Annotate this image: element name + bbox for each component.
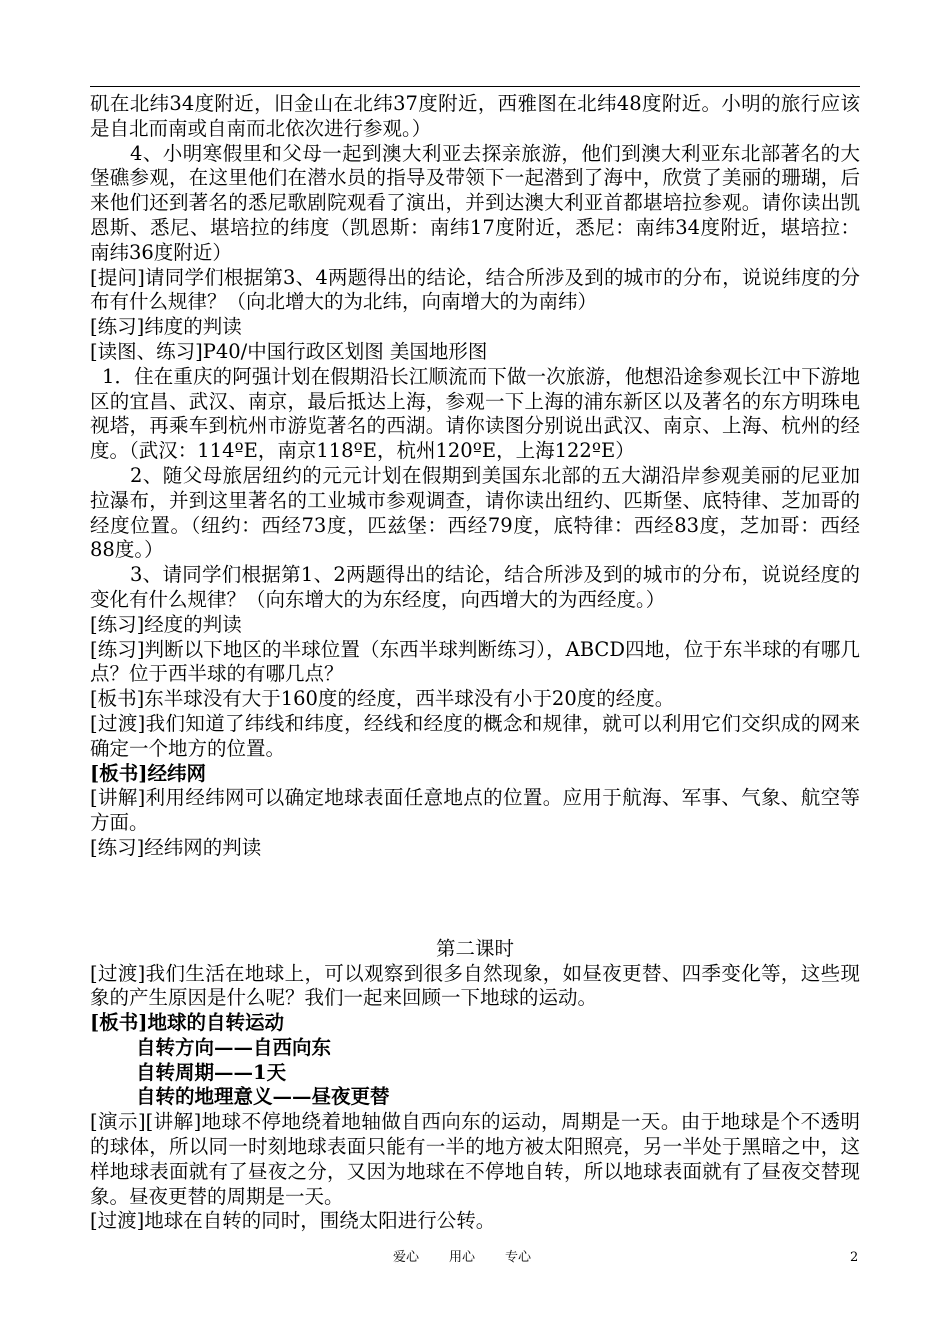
paragraph-p16	[90, 861, 860, 937]
paragraph-p19: [板书]地球的自转运动	[90, 1011, 284, 1035]
paragraph-p04: [练习]纬度的判读	[90, 315, 242, 339]
paragraph-p12: [过渡]我们知道了纬线和纬度，经线和经度的概念和规律，就可以利用它们交织成的网来确定一个地方的位置。	[90, 711, 860, 760]
footer-motto-1: 爱心	[393, 1250, 420, 1265]
paragraph-p20: 自转方向——自西向东	[136, 1035, 332, 1059]
paragraph-p08: 3、请同学们根据第1、2两题得出的结论，结合所涉及到的城市的分布，说说经度的变化有什么规律？（向东增大的为东经度，向西增大的为西经度。）	[90, 563, 860, 611]
paragraph-p24: [过渡]地球在自转的同时，围绕太阳进行公转。	[90, 1209, 496, 1233]
footer-motto-3: 专心	[505, 1250, 532, 1265]
paragraph-p09: [练习]经度的判读	[90, 612, 242, 636]
paragraph-p05: [读图、练习]P40/中国行政区划图 美国地形图	[90, 339, 488, 363]
paragraph-p14: [讲解]利用经纬网可以确定地球表面任意地点的位置。应用于航海、军事、气象、航空等方面。	[90, 786, 860, 835]
paragraph-p02: 4、小明寒假里和父母一起到澳大利亚去探亲旅游，他们到澳大利亚东北部著名的大堡礁参观，在这里他们在潜水员的指导及带领下一起潜到了海中，欣赏了美丽的珊瑚，后来他们还到著名的悉尼歌剧院观看了演出，并到达澳大利亚首都堪培拉参观。请你读出凯恩斯、悉尼、堪培拉的纬度（凯恩斯：南纬17度附近，悉尼：南纬34度附近，堪培拉：南纬36度附近）	[90, 141, 860, 264]
body-text	[90, 92, 860, 1234]
paragraph-p15: [练习]经纬网的判读	[90, 835, 262, 859]
footer-motto-2: 用心	[449, 1250, 476, 1265]
page-number: 2	[850, 1250, 859, 1265]
paragraph-p07: 2、随父母旅居纽约的元元计划在假期到美国东北部的五大湖沿岸参观美丽的尼亚加拉瀑布，并到这里著名的工业城市参观调查，请你读出纽约、匹斯堡、底特律、芝加哥的经度位置。（纽约：西经73度，匹兹堡：西经79度，底特律：西经83度，芝加哥：西经88度。）	[90, 463, 860, 562]
paragraph-p21: 自转周期——1天	[136, 1060, 287, 1084]
paragraph-p01: 矶在北纬34度附近，旧金山在北纬37度附近，西雅图在北纬48度附近。小明的旅行应该是自北而南或自南而北依次进行参观。）	[90, 92, 860, 140]
header-rule	[90, 86, 860, 87]
paragraph-p06: 1．住在重庆的阿强计划在假期沿长江顺流而下做一次旅游，他想沿途参观长江中下游地区的宜昌、武汉、南京，最后抵达上海，参观一下上海的浦东新区以及著名的东方明珠电视塔，再乘车到杭州市游览著名的西湖。请你读图分别说出武汉、南京、上海、杭州的经度。（武汉：114ºE，南京118ºE，杭州120ºE，上海122ºE）	[90, 364, 860, 463]
paragraph-p11: [板书]东半球没有大于160度的经度，西半球没有小于20度的经度。	[90, 687, 675, 711]
paragraph-p10: [练习]判断以下地区的半球位置（东西半球判断练习），ABCD四地，位于东半球的有哪几点？位于西半球的有哪几点？	[90, 637, 860, 686]
paragraph-p22: 自转的地理意义——昼夜更替	[136, 1085, 390, 1109]
paragraph-p13: [板书]经纬网	[90, 761, 206, 785]
paragraph-p17: 第二课时	[435, 936, 514, 960]
paragraph-p18: [过渡]我们生活在地球上，可以观察到很多自然现象，如昼夜更替、四季变化等，这些现象的产生原因是什么呢？我们一起来回顾一下地球的运动。	[90, 961, 860, 1010]
paragraph-p23: [演示][讲解]地球不停地绕着地轴做自西向东的运动，周期是一天。由于地球是个不透明的球体，所以同一时刻地球表面只能有一半的地方被太阳照亮，另一半处于黑暗之中，这样地球表面就有了昼夜之分，又因为地球在不停地自转，所以地球表面就有了昼夜交替现象。昼夜更替的周期是一天。	[90, 1110, 860, 1208]
paragraph-p03: [提问]请同学们根据第3、4两题得出的结论，结合所涉及到的城市的分布，说说纬度的分布有什么规律？（向北增大的为北纬，向南增大的为南纬）	[90, 265, 860, 314]
footer-motto	[393, 1250, 561, 1266]
